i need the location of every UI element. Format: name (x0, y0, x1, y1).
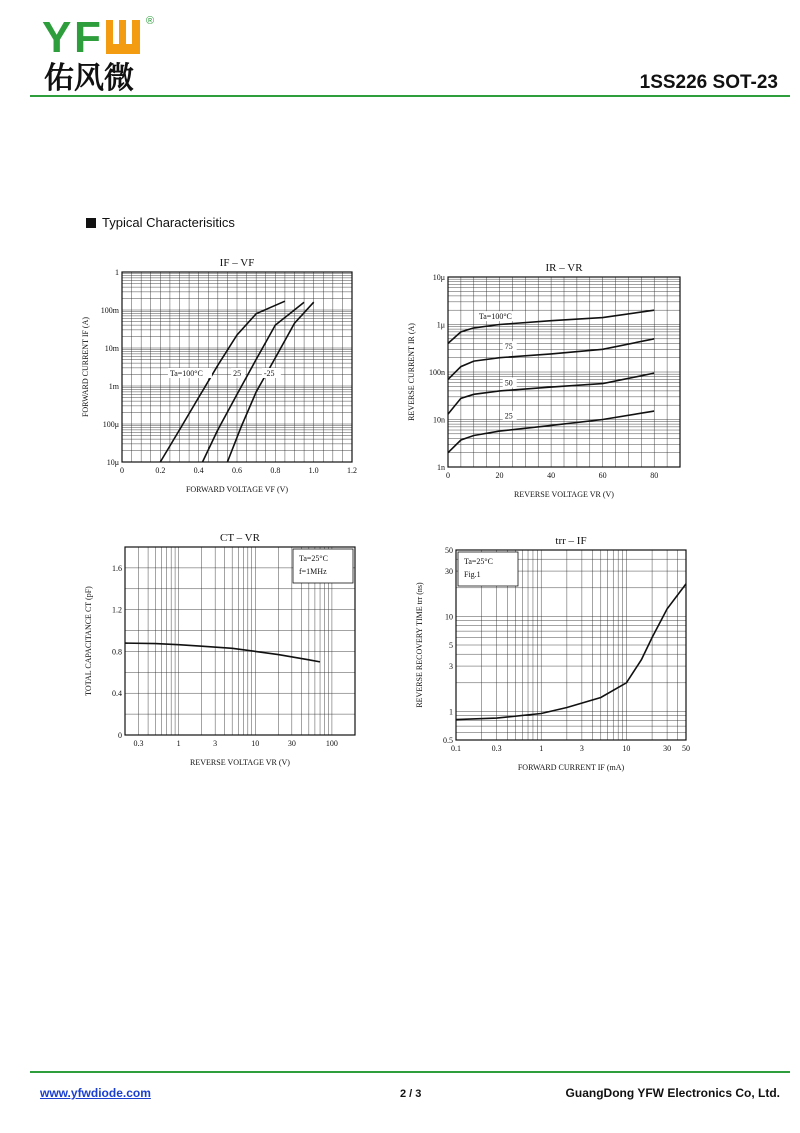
chart-title: IR – VR (545, 262, 583, 274)
plot-grid (122, 272, 352, 462)
x-tick-label: 30 (663, 744, 672, 753)
x-tick-label: 0.3 (133, 739, 144, 748)
y-tick-label: 5 (449, 641, 453, 650)
y-tick-label: 1 (449, 707, 453, 717)
x-tick-label: 0.1 (451, 744, 461, 753)
y-tick-label: 0.8 (112, 647, 122, 657)
footer-divider (30, 1071, 790, 1073)
series-label: -25 (263, 368, 275, 378)
x-tick-label: 30 (287, 739, 296, 748)
section-title: Typical Characterisitics (102, 215, 235, 230)
y-tick-label: 100n (429, 368, 445, 377)
x-tick-label: 20 (495, 471, 504, 480)
legend-text: Ta=25°C (299, 554, 328, 563)
y-tick-label: 0.4 (112, 689, 122, 699)
x-tick-label: 3 (579, 744, 584, 753)
registered-mark: ® (146, 15, 155, 27)
part-number: 1SS226 SOT-23 (639, 72, 778, 93)
x-axis-label: FORWARD VOLTAGE VF (V) (185, 485, 289, 494)
y-tick-label: 50 (445, 546, 453, 555)
x-tick-label: 1 (539, 744, 544, 753)
chart-title: IF – VF (219, 257, 255, 269)
y-tick-label: 100μ (102, 420, 119, 429)
plot-grid (448, 277, 680, 467)
x-tick-label: 60 (598, 471, 607, 480)
x-axis-label: REVERSE VOLTAGE VR (V) (514, 490, 614, 499)
series-label: 50 (504, 378, 513, 388)
company-name: GuangDong YFW Electronics Co, Ltd. (565, 1086, 780, 1100)
chart-trr-if (400, 530, 710, 780)
chart-ct-vr (70, 525, 380, 775)
x-tick-label: 0.2 (155, 466, 166, 475)
y-tick-label: 1.6 (112, 563, 122, 573)
y-tick-label: 0 (118, 731, 122, 740)
series-label: 25 (233, 368, 242, 378)
y-axis-label: TOTAL CAPACITANCE CT (pF) (84, 586, 93, 696)
y-tick-label: 1μ (436, 320, 445, 330)
chart-if-vf (70, 250, 380, 500)
y-tick-label: 3 (449, 662, 453, 672)
y-axis-label: REVERSE RECOVERY TIME trr (ns) (415, 582, 424, 708)
x-axis-label: FORWARD CURRENT IF (mA) (517, 763, 625, 772)
y-tick-label: 10μ (432, 273, 445, 282)
chart-title: trr – IF (555, 535, 587, 547)
series-label: 25 (504, 411, 513, 421)
x-tick-label: 1 (176, 739, 181, 748)
x-tick-label: 0.3 (491, 744, 502, 753)
logo-letter-w (106, 20, 140, 54)
series-line (227, 302, 313, 462)
website-link[interactable]: www.yfwdiode.com (40, 1086, 151, 1100)
chart-ir-vr (400, 255, 700, 505)
series-label: Ta=100°C (169, 368, 203, 378)
logo-letter-f: F (74, 13, 101, 62)
x-tick-label: 0.4 (193, 466, 204, 475)
x-tick-label: 80 (650, 471, 659, 480)
legend-text: Fig.1 (464, 570, 481, 579)
y-axis-label: REVERSE CURRENT IR (A) (407, 323, 416, 421)
series-label: Ta=100°C (478, 312, 512, 322)
x-tick-label: 1.0 (308, 466, 319, 475)
x-tick-label: 100 (325, 739, 338, 748)
y-tick-label: 30 (445, 567, 453, 577)
series-line (125, 643, 320, 662)
y-tick-label: 1n (437, 463, 445, 472)
series-line (456, 584, 686, 720)
x-tick-label: 0.8 (270, 466, 281, 475)
y-tick-label: 1.2 (112, 605, 122, 615)
bullet-square-icon (86, 218, 96, 228)
x-tick-label: 1.2 (347, 466, 357, 475)
logo-chinese-name: 佑风微 (44, 61, 134, 95)
x-tick-label: 50 (682, 744, 690, 753)
x-tick-label: 0 (446, 471, 450, 480)
y-tick-label: 100m (100, 306, 119, 315)
section-heading (86, 215, 235, 230)
y-tick-label: 1 (115, 268, 119, 277)
x-tick-label: 10 (622, 744, 631, 753)
legend-text: f=1MHz (299, 567, 327, 576)
y-axis-label: FORWARD CURRENT IF (A) (81, 316, 90, 418)
y-tick-label: 10 (445, 612, 453, 622)
legend-text: Ta=25°C (464, 557, 493, 566)
x-axis-label: REVERSE VOLTAGE VR (V) (190, 758, 290, 767)
x-tick-label: 40 (547, 471, 556, 480)
x-tick-label: 0.6 (232, 466, 242, 475)
company-logo (40, 10, 190, 95)
chart-title: CT – VR (220, 532, 260, 544)
logo-letter-y: Y (42, 13, 72, 62)
y-tick-label: 0.5 (443, 736, 453, 745)
series-label: 75 (504, 342, 513, 352)
y-tick-label: 10m (104, 344, 119, 353)
x-tick-label: 0 (120, 466, 124, 475)
y-tick-label: 10μ (106, 458, 119, 467)
page-number: 2 / 3 (400, 1088, 422, 1100)
header-divider (30, 95, 790, 97)
x-tick-label: 3 (213, 739, 218, 748)
y-tick-label: 1m (108, 382, 119, 391)
x-tick-label: 10 (251, 739, 260, 748)
y-tick-label: 10n (433, 415, 445, 425)
